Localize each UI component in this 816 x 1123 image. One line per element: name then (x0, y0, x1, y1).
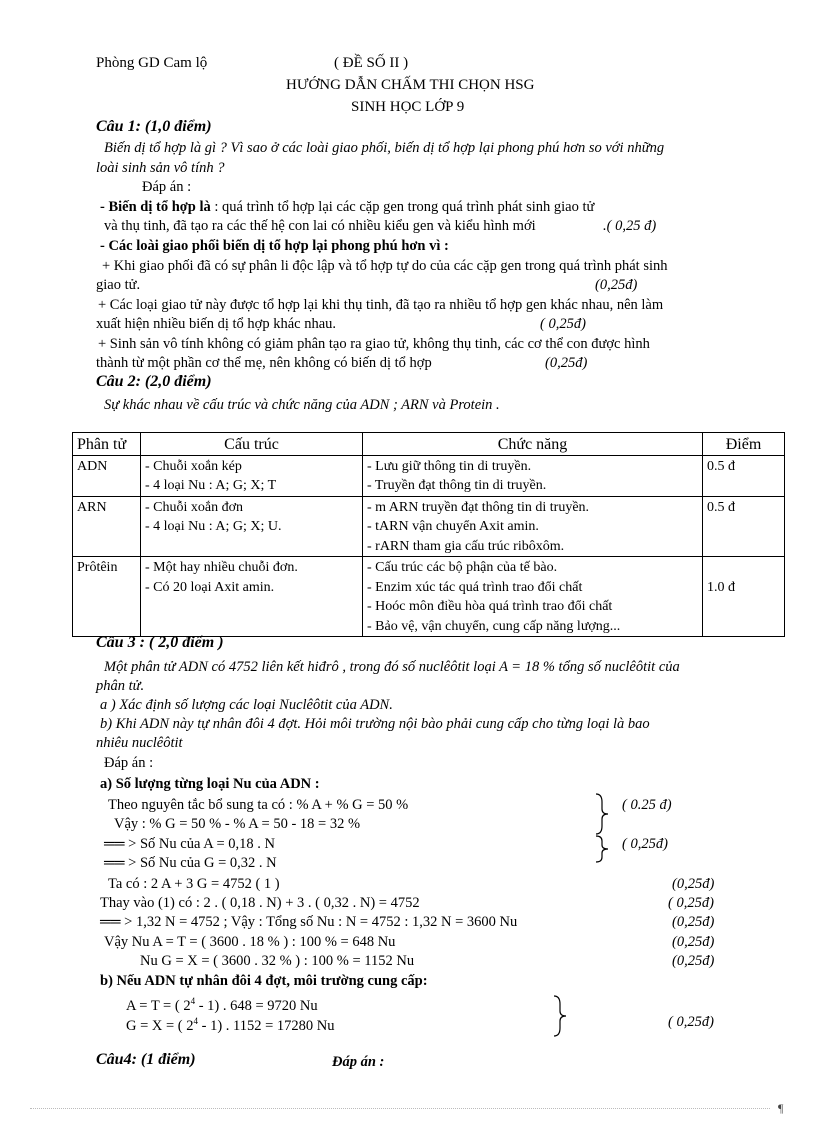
function-item: - Truyền đạt thông tin di truyền. (367, 478, 547, 493)
q3-a-line: ══ > Số Nu của G = 0,32 . N (104, 855, 277, 871)
q3-question-part-a: a ) Xác định số lượng các loại Nuclêôtit của ADN. (100, 697, 393, 713)
function-item: - m ARN truyền đạt thông tin di truyền. (367, 499, 590, 515)
structure-item: - 4 loại Nu : A; G; X; T (145, 478, 277, 493)
q3-brace-score2: ( 0,25đ) (622, 836, 668, 852)
comparison-table (72, 432, 785, 637)
structure-item: - Chuỗi xoắn kép (145, 458, 242, 474)
row-molecule: ARN (73, 496, 141, 557)
q3-question-part-b-line2: nhiêu nuclêôtit (96, 735, 183, 751)
q3-answer-label: Đáp án : (104, 755, 154, 771)
function-item: - Bảo vệ, vận chuyển, cung cấp năng lượng... (367, 618, 621, 634)
q3-a-line: Vậy Nu A = T = ( 3600 . 18 % ) : 100 % = 648 Nu (104, 934, 396, 950)
q2-heading: Câu 2: (2,0 điểm) (96, 373, 212, 390)
page-title: HƯỚNG DẪN CHẤM THI CHỌN HSG (286, 77, 535, 93)
q3-a-line: ══ > 1,32 N = 4752 ; Vậy : Tổng số Nu : N = 4752 : 1,32 N = 3600 Nu (100, 914, 518, 930)
q3-score: (0,25đ) (672, 876, 715, 892)
paragraph-mark-icon: ¶ (778, 1101, 784, 1115)
q2-question: Sự khác nhau về cấu trúc và chức năng của ADN ; ARN và Protein . (104, 397, 500, 413)
q3-brace-score1: ( 0.25 đ) (622, 797, 672, 813)
q3-b-line1-post: - 1) . 648 = 9720 Nu (195, 997, 318, 1014)
q3-b-line2-post: - 1) . 1152 = 17280 Nu (198, 1017, 335, 1034)
q3-a-line: Vậy : % G = 50 % - % A = 50 - 18 = 32 % (114, 816, 361, 832)
table-header-function: Chức năng (363, 433, 703, 456)
q3-question-line1: Một phân tử ADN có 4752 liên kết hiđrô , trong đó số nuclêôtit loại A = 18 % tổng số nuclêôtit của (104, 659, 680, 675)
function-item: - rARN tham gia cấu trúc ribôxôm. (367, 538, 565, 554)
q3-b-line2-pre: G = X = ( 2 (126, 1017, 194, 1034)
exam-number: ( ĐỀ SỐ II ) (334, 55, 409, 71)
q1-definition-line2: và thụ tinh, đã tạo ra các thế hệ con lai có nhiều kiểu gen và kiểu hình mới (104, 218, 536, 234)
q1-reason3-line1: + Sinh sản vô tính không có giảm phân tạo ra giao tử, không thụ tinh, các cơ thể con được hình (98, 336, 650, 352)
q3-a-line: Nu G = X = ( 3600 . 32 % ) : 100 % = 1152 Nu (140, 953, 415, 969)
row-function (363, 557, 703, 637)
brace-icon (548, 994, 572, 1038)
row-molecule: Prôtêin (73, 557, 141, 637)
q3-score: (0,25đ) (672, 934, 715, 950)
q1-definition-text: : quá trình tổ hợp lại các cặp gen trong quá trình phát sinh giao tử (210, 199, 595, 215)
page-bottom-divider (30, 1108, 770, 1109)
function-item: - Cấu trúc các bộ phận của tế bào. (367, 560, 558, 575)
q1-question-line2: loài sinh sản vô tính ? (96, 160, 225, 176)
q3-score: ( 0,25đ) (668, 895, 714, 911)
function-item: - tARN vận chuyển Axit amin. (367, 519, 539, 534)
q3-a-line: Ta có : 2 A + 3 G = 4752 ( 1 ) (108, 876, 280, 892)
q1-definition (100, 198, 594, 216)
table-row (73, 455, 785, 496)
q3-part-b-heading: b) Nếu ADN tự nhân đôi 4 đợt, môi trường cung cấp: (100, 973, 428, 989)
q3-score: (0,25đ) (672, 953, 715, 969)
structure-item: - Có 20 loại Axit amin. (145, 579, 275, 595)
q1-reason-heading: - Các loài giao phối biến dị tổ hợp lại phong phú hơn vì : (100, 238, 449, 254)
row-structure (141, 496, 363, 557)
brace-icon (590, 792, 614, 836)
page-subtitle: SINH HỌC LỚP 9 (351, 99, 465, 115)
q1-reason2-line1: + Các loại giao tử này được tổ hợp lại khi thụ tinh, đã tạo ra nhiều tổ hợp gen khác nhau, nên làm (98, 297, 664, 313)
q3-a-line: Theo nguyên tắc bổ sung ta có : % A + % G = 50 % (108, 797, 409, 813)
row-structure (141, 455, 363, 496)
row-score: 0.5 đ (703, 455, 785, 496)
q1-reason1-score: (0,25đ) (595, 277, 638, 293)
q3-part-a-heading: a) Số lượng từng loại Nu của ADN : (100, 776, 320, 792)
q3-a-line: ══ > Số Nu của A = 0,18 . N (104, 836, 276, 852)
q4-answer-label: Đáp án : (332, 1054, 385, 1070)
row-score: 0.5 đ (703, 496, 785, 557)
q3-b-line2 (126, 1012, 335, 1035)
q3-b-score: ( 0,25đ) (668, 1014, 714, 1030)
table-row (73, 496, 785, 557)
q1-answer-label: Đáp án : (142, 179, 192, 195)
function-item: - Hoóc môn điều hòa quá trình trao đổi chất (367, 599, 613, 614)
q3-b-line2-exponent: 4 (193, 1016, 199, 1026)
structure-item: - 4 loại Nu : A; G; X; U. (145, 519, 282, 534)
row-function (363, 455, 703, 496)
row-molecule: ADN (73, 455, 141, 496)
q1-reason3-line2: thành từ một phần cơ thể mẹ, nên không có biến dị tổ hợp (96, 355, 432, 371)
brace-icon (590, 834, 614, 864)
q1-reason1-line1: + Khi giao phối đã có sự phân li độc lập và tổ hợp tự do của các cặp gen trong quá trình phát sinh (102, 258, 668, 274)
q1-reason3-score: (0,25đ) (545, 355, 588, 371)
q1-definition-score: .( 0,25 đ) (603, 218, 657, 234)
table-header-row (73, 433, 785, 456)
q1-reason2-line2: xuất hiện nhiều biến dị tổ hợp khác nhau. (96, 316, 337, 332)
q3-b-line1-pre: A = T = ( 2 (126, 997, 191, 1014)
table-header-structure: Cấu trúc (141, 433, 363, 456)
structure-item: - Một hay nhiều chuỗi đơn. (145, 560, 298, 575)
q3-question-line2: phân tử. (96, 678, 145, 694)
q3-question-part-b-line1: b) Khi ADN này tự nhân đôi 4 đợt. Hỏi môi trường nội bào phải cung cấp cho từng loại là bao (100, 716, 650, 732)
q3-heading: Câu 3 : ( 2,0 điểm ) (96, 634, 224, 651)
q1-reason2-score: ( 0,25đ) (540, 316, 586, 332)
q3-a-line: Thay vào (1) có : 2 . ( 0,18 . N) + 3 . ( 0,32 . N) = 4752 (100, 895, 420, 911)
function-item: - Lưu giữ thông tin di truyền. (367, 458, 532, 474)
structure-item: - Chuỗi xoắn đơn (145, 499, 244, 515)
q1-question-line1: Biến dị tổ hợp là gì ? Vì sao ở các loài giao phối, biến dị tổ hợp lại phong phú hơn so với những (104, 140, 665, 156)
table-header-molecule: Phân tử (73, 433, 141, 456)
row-structure (141, 557, 363, 637)
q1-reason1-line2: giao tử. (96, 277, 141, 293)
row-score: 1.0 đ (703, 557, 785, 637)
q1-definition-term: - Biến dị tổ hợp là (100, 199, 211, 215)
q3-b-line1-exponent: 4 (190, 996, 196, 1006)
table-header-score: Điểm (703, 433, 785, 456)
row-function (363, 496, 703, 557)
function-item: - Enzim xúc tác quá trình trao đổi chất (367, 579, 583, 595)
office-name: Phòng GD Cam lộ (96, 55, 208, 71)
q4-heading: Câu4: (1 điểm) (96, 1051, 196, 1068)
q3-score: (0,25đ) (672, 914, 715, 930)
q1-heading: Câu 1: (1,0 điểm) (96, 118, 212, 135)
table-row (73, 557, 785, 637)
